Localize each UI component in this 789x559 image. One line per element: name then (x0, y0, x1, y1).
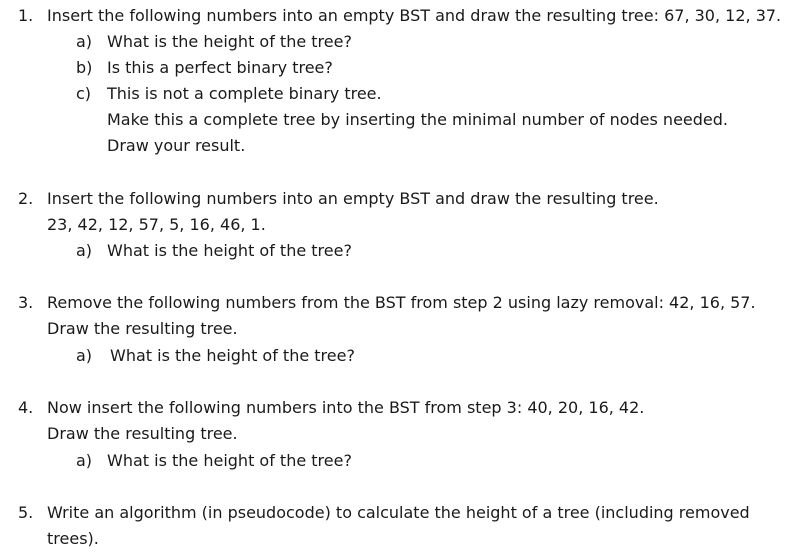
question-1b-label: b) (76, 58, 93, 77)
question-1-text: Insert the following numbers into an empty BST and draw the resulting tree: 67, 30, 12, 37. (47, 6, 782, 25)
question-3-text-line-1: Remove the following numbers from the BST from step 2 using lazy removal: 42, 16, 57. (47, 293, 756, 312)
question-1-number: 1. (18, 6, 34, 25)
question-5-text-line-1: Write an algorithm (in pseudocode) to calculate the height of a tree (including removed (47, 503, 750, 522)
question-2a-text: What is the height of the tree? (107, 241, 352, 260)
question-4a-text: What is the height of the tree? (107, 451, 352, 470)
question-2a-label: a) (76, 241, 93, 260)
question-1c-text-line-2: Make this a complete tree by inserting the minimal number of nodes needed. (107, 110, 728, 129)
question-2-text-line-1: Insert the following numbers into an empty BST and draw the resulting tree. (47, 189, 659, 208)
question-2-text-line-2: 23, 42, 12, 57, 5, 16, 46, 1. (47, 215, 266, 234)
question-2-number: 2. (18, 189, 34, 208)
question-1a-text: What is the height of the tree? (107, 32, 352, 51)
question-3-number: 3. (18, 293, 34, 312)
question-1c-text-line-3: Draw your result. (107, 136, 246, 155)
question-4-text-line-1: Now insert the following numbers into the BST from step 3: 40, 20, 16, 42. (47, 398, 645, 417)
question-3a-text: What is the height of the tree? (110, 346, 355, 365)
question-1c-text-line-1: This is not a complete binary tree. (107, 84, 382, 103)
question-3a-label: a) (76, 346, 93, 365)
question-5-number: 5. (18, 503, 34, 522)
question-4-text-line-2: Draw the resulting tree. (47, 424, 238, 443)
question-5-text-line-2: trees). (47, 529, 99, 548)
question-1a-label: a) (76, 32, 93, 51)
question-4a-label: a) (76, 451, 93, 470)
question-4-number: 4. (18, 398, 34, 417)
question-3-text-line-2: Draw the resulting tree. (47, 319, 238, 338)
question-1c-label: c) (76, 84, 92, 103)
question-1b-text: Is this a perfect binary tree? (107, 58, 333, 77)
